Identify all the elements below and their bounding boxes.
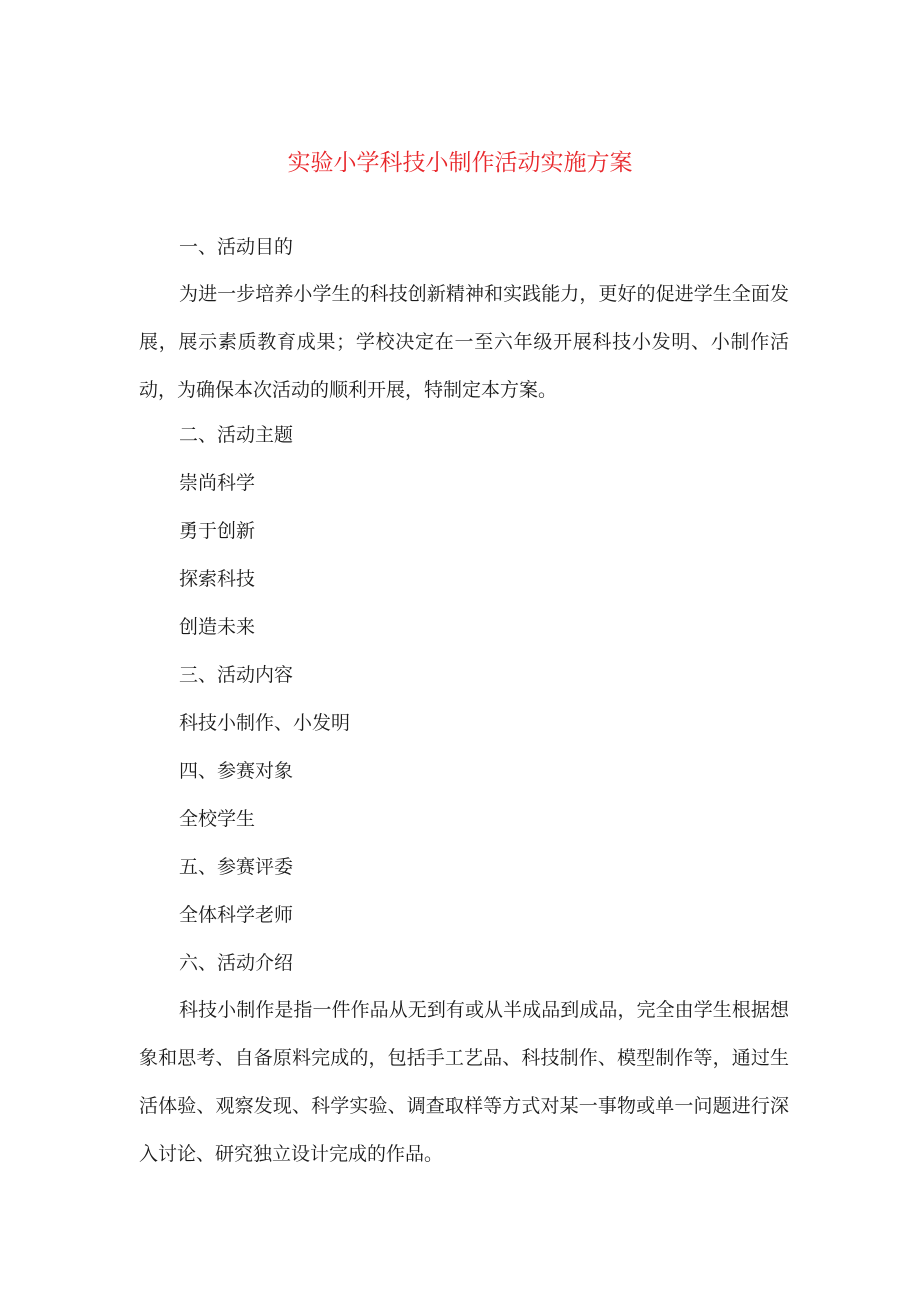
- document-title: 实验小学科技小制作活动实施方案: [287, 150, 633, 176]
- section-heading-participants: 四、参赛对象: [179, 760, 294, 782]
- theme-item-3: 探索科技: [179, 568, 256, 590]
- paragraph-purpose: 为进一步培养小学生的科技创新精神和实践能力，更好的促进学生全面发展，展示素质教育成果；学校决定在一至六年级开展科技小发明、小制作活动，为确保本次活动的顺利开展，特制定本方案。: [139, 283, 789, 401]
- section-heading-judges: 五、参赛评委: [179, 856, 294, 878]
- theme-item-4: 创造未来: [179, 616, 256, 638]
- theme-item-1: 崇尚科学: [179, 472, 256, 494]
- section-heading-introduction: 六、活动介绍: [179, 952, 294, 974]
- section-heading-theme: 二、活动主题: [179, 424, 294, 446]
- section-heading-content: 三、活动内容: [179, 664, 294, 686]
- judges-text: 全体科学老师: [179, 904, 294, 926]
- paragraph-introduction: 科技小制作是指一件作品从无到有或从半成品到成品，完全由学生根据想象和思考、自备原料完成的，包括手工艺品、科技制作、模型制作等，通过生活体验、观察发现、科学实验、调查取样等方式对某一事物或单一问题进行深入讨论、研究独立设计完成的作品。: [139, 999, 789, 1165]
- participants-text: 全校学生: [179, 808, 256, 830]
- content-text: 科技小制作、小发明: [179, 712, 351, 734]
- section-heading-purpose: 一、活动目的: [179, 236, 294, 258]
- theme-item-2: 勇于创新: [179, 520, 256, 542]
